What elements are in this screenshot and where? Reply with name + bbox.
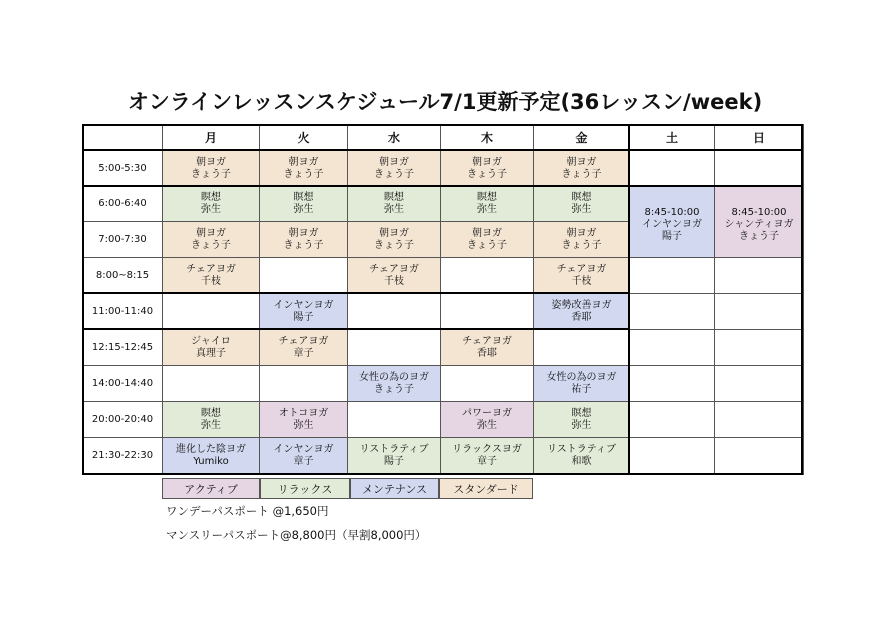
lesson-name: リラックスヨガ [452, 444, 522, 455]
teacher-name: きょう子 [191, 168, 231, 180]
empty-cell [714, 293, 804, 330]
lesson-cell [440, 401, 534, 438]
teacher-name: きょう子 [467, 239, 507, 251]
lesson-time: 8:45-10:00 [731, 207, 787, 218]
teacher-name: 陽子 [662, 231, 682, 242]
lesson-name: 瞑想 [384, 192, 404, 203]
teacher-name: きょう子 [283, 239, 324, 251]
teacher-name: 弥生 [201, 204, 221, 215]
lesson-cell [162, 150, 260, 187]
teacher-name: 弥生 [201, 419, 221, 431]
lesson-name: チェアヨガ [278, 335, 329, 347]
lesson-cell [259, 293, 348, 330]
day-label: 月 [204, 130, 217, 145]
time-label: 11:00-11:40 [91, 305, 154, 317]
day-label: 日 [752, 130, 765, 145]
lesson-name: 姿勢改善ヨガ [551, 299, 612, 311]
time-slot [82, 329, 163, 366]
lesson-name: 女性の為のヨガ [359, 371, 429, 383]
time-label: 7:00-7:30 [98, 233, 147, 245]
lesson-name: インヤンヨガ [642, 219, 702, 230]
day-label: 水 [387, 130, 400, 145]
day-label: 金 [575, 130, 588, 145]
teacher-name: 真理子 [196, 347, 226, 359]
empty-cell [714, 329, 804, 366]
empty-cell [629, 257, 715, 294]
empty-cell [629, 150, 715, 187]
time-slot [82, 401, 163, 438]
lesson-cell [162, 186, 260, 222]
empty-cell [440, 365, 534, 402]
teacher-name: 香耶 [477, 347, 497, 359]
header-corner [82, 124, 163, 151]
empty-cell [347, 329, 441, 366]
teacher-name: きょう子 [191, 239, 231, 251]
lesson-cell [533, 401, 630, 438]
day-header [162, 124, 260, 151]
teacher-name: 章子 [293, 456, 314, 467]
lesson-cell [440, 186, 534, 222]
lesson-cell [533, 437, 630, 475]
lesson-cell [347, 186, 441, 222]
lesson-name: ジャイロ [191, 335, 231, 347]
teacher-name: きょう子 [561, 239, 602, 251]
lesson-cell [440, 150, 534, 187]
teacher-name: きょう子 [561, 168, 602, 180]
teacher-name: きょう子 [467, 168, 507, 180]
empty-cell [440, 257, 534, 294]
lesson-cell [259, 329, 348, 366]
lesson-name: パワーヨガ [462, 407, 512, 419]
lesson-cell [440, 329, 534, 366]
lesson-cell [162, 329, 260, 366]
schedule-table [82, 124, 803, 475]
empty-cell [714, 257, 804, 294]
teacher-name: きょう子 [374, 168, 414, 180]
teacher-name: 弥生 [384, 204, 404, 215]
teacher-name: 千枝 [201, 275, 221, 287]
lesson-cell [259, 186, 348, 222]
lesson-cell [347, 150, 441, 187]
time-slot [82, 257, 163, 294]
time-slot [82, 150, 163, 187]
empty-cell [714, 437, 804, 475]
time-slot [82, 221, 163, 258]
teacher-name: 弥生 [477, 204, 497, 215]
empty-cell [533, 329, 630, 366]
lesson-name: 朝ヨガ [472, 227, 502, 239]
empty-cell [162, 293, 260, 330]
lesson-name: チェアヨガ [462, 335, 512, 347]
day-header [259, 124, 348, 151]
time-slot [82, 293, 163, 330]
teacher-name: 千枝 [384, 275, 404, 287]
lesson-name: 瞑想 [477, 192, 497, 203]
teacher-name: 陽子 [384, 456, 404, 467]
legend-item: アクティブ [162, 478, 260, 499]
monthly-pass-price: マンスリーパスポート@8,800円（早割8,000円） [166, 528, 427, 542]
lesson-cell [347, 221, 441, 258]
time-label: 12:15-12:45 [91, 341, 154, 353]
teacher-name: Yumiko [193, 456, 229, 467]
lesson-cell [533, 365, 630, 402]
lesson-name: チェアヨガ [369, 263, 419, 275]
lesson-cell [533, 257, 630, 294]
lesson-name: インヤンヨガ [273, 444, 334, 455]
teacher-name: 祐子 [571, 383, 592, 395]
one-day-pass-price: ワンデーパスポート @1,650円 [166, 504, 329, 518]
day-header [629, 124, 715, 151]
color-legend [162, 478, 533, 499]
legend-item: リラックス [260, 478, 350, 499]
time-label: 21:30-22:30 [91, 450, 154, 461]
empty-cell [629, 437, 715, 475]
lesson-name: 朝ヨガ [472, 156, 502, 168]
lesson-name: 瞑想 [201, 192, 221, 203]
lesson-name: チェアヨガ [186, 263, 236, 275]
empty-cell [714, 401, 804, 438]
time-label: 5:00-5:30 [98, 162, 147, 174]
lesson-cell [440, 437, 534, 475]
teacher-name: きょう子 [374, 239, 414, 251]
empty-cell [629, 365, 715, 402]
lesson-cell [347, 365, 441, 402]
lesson-name: 朝ヨガ [566, 227, 597, 239]
teacher-name: 香耶 [571, 311, 592, 323]
teacher-name: きょう子 [374, 383, 414, 395]
weekday-weekend-divider [628, 124, 630, 475]
empty-cell [347, 293, 441, 330]
lesson-name: 朝ヨガ [288, 156, 319, 168]
lesson-cell [533, 293, 630, 330]
lesson-cell [259, 221, 348, 258]
empty-cell [162, 365, 260, 402]
lesson-name: 瞑想 [293, 192, 314, 203]
lesson-name: 瞑想 [571, 192, 592, 203]
time-label: 20:00-20:40 [91, 413, 154, 425]
teacher-name: 章子 [477, 456, 497, 467]
time-label: 6:00-6:40 [98, 198, 147, 209]
lesson-name: 朝ヨガ [379, 227, 409, 239]
day-header [533, 124, 630, 151]
day-label: 土 [665, 130, 678, 145]
page-title: オンラインレッスンスケジュール7/1更新予定(36レッスン/week) [127, 90, 763, 114]
teacher-name: 弥生 [293, 204, 314, 215]
empty-cell [714, 365, 804, 402]
teacher-name: 和歌 [571, 456, 592, 467]
teacher-name: きょう子 [739, 231, 779, 242]
lesson-cell [533, 221, 630, 258]
legend-item: メンテナンス [350, 478, 439, 499]
teacher-name: 弥生 [477, 419, 497, 431]
lesson-name: チェアヨガ [556, 263, 607, 275]
day-header [714, 124, 804, 151]
row-divider [82, 328, 630, 330]
empty-cell [440, 293, 534, 330]
empty-cell [714, 150, 804, 187]
lesson-name: 進化した陰ヨガ [176, 444, 246, 455]
time-label: 8:00~8:15 [95, 269, 150, 281]
lesson-name: 朝ヨガ [196, 227, 226, 239]
teacher-name: 弥生 [571, 419, 592, 431]
lesson-name: 瞑想 [571, 407, 592, 419]
row-divider [82, 292, 630, 294]
lesson-name: リストラティブ [359, 444, 429, 455]
day-header [347, 124, 441, 151]
day-label: 火 [297, 130, 310, 145]
time-slot [82, 186, 163, 222]
empty-cell [629, 329, 715, 366]
empty-cell [347, 401, 441, 438]
lesson-cell [259, 150, 348, 187]
lesson-name: 女性の為のヨガ [546, 371, 617, 383]
teacher-name: 弥生 [293, 419, 314, 431]
weekend-lesson-cell [714, 186, 804, 258]
teacher-name: 弥生 [571, 204, 592, 215]
teacher-name: 章子 [293, 347, 314, 359]
lesson-name: シャンティヨガ [724, 219, 794, 230]
empty-cell [259, 365, 348, 402]
lesson-time: 8:45-10:00 [644, 207, 700, 218]
lesson-cell [533, 186, 630, 222]
day-label: 木 [480, 130, 493, 145]
lesson-name: インヤンヨガ [273, 299, 334, 311]
lesson-cell [440, 221, 534, 258]
lesson-cell [162, 221, 260, 258]
teacher-name: きょう子 [283, 168, 324, 180]
empty-cell [259, 257, 348, 294]
lesson-cell [533, 150, 630, 187]
lesson-name: 朝ヨガ [288, 227, 319, 239]
lesson-cell [162, 401, 260, 438]
time-slot [82, 365, 163, 402]
lesson-name: オトコヨガ [278, 407, 329, 419]
lesson-cell [162, 437, 260, 475]
day-header [440, 124, 534, 151]
lesson-cell [259, 401, 348, 438]
time-label: 14:00-14:40 [91, 377, 154, 389]
lesson-name: リストラティブ [547, 444, 616, 455]
lesson-name: 朝ヨガ [566, 156, 597, 168]
teacher-name: 千枝 [571, 275, 592, 287]
weekend-lesson-cell [629, 186, 715, 258]
teacher-name: 陽子 [293, 311, 314, 323]
row-divider [82, 149, 803, 151]
empty-cell [629, 401, 715, 438]
lesson-cell [347, 437, 441, 475]
lesson-cell [259, 437, 348, 475]
lesson-cell [162, 257, 260, 294]
lesson-name: 瞑想 [201, 407, 221, 419]
lesson-name: 朝ヨガ [379, 156, 409, 168]
row-divider [82, 185, 803, 187]
time-slot [82, 437, 163, 475]
empty-cell [629, 293, 715, 330]
lesson-name: 朝ヨガ [196, 156, 226, 168]
lesson-cell [347, 257, 441, 294]
legend-item: スタンダード [439, 478, 533, 499]
